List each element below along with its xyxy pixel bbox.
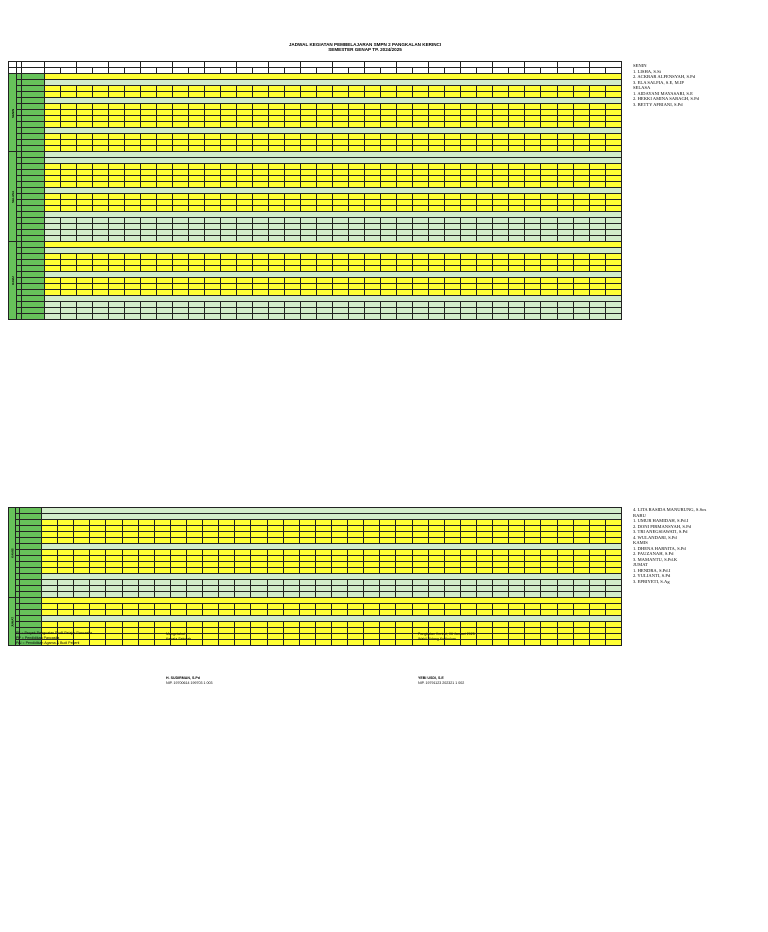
teacher-legend <box>633 63 768 107</box>
legend-entry: 1. UMUR HAMIDAH, S.Pd.I <box>633 518 689 523</box>
teacher-code-cell <box>253 314 269 320</box>
subject-cell <box>109 314 125 320</box>
teacher-legend-bottom <box>633 507 768 584</box>
teacher-code-cell <box>349 314 365 320</box>
subject-cell <box>525 314 541 320</box>
sign-left-label: Mengetahui <box>166 632 185 636</box>
subject-cell <box>106 640 122 646</box>
subject-cell <box>173 314 189 320</box>
note-3: PAI = Pendidikan Agama & Budi Pekerti <box>16 641 80 645</box>
teacher-code-cell <box>189 314 205 320</box>
subject-cell <box>77 314 93 320</box>
legend-entry: 2. FAUZANAH, S.Pd <box>633 551 674 556</box>
teacher-code-cell <box>573 314 589 320</box>
note-2: PP = Pendidikan Pancasila <box>16 636 60 640</box>
signature-right-heading <box>418 632 475 642</box>
teacher-code-cell <box>315 640 331 646</box>
teacher-code-cell <box>477 314 493 320</box>
teacher-code-cell <box>122 640 138 646</box>
legend-entry: 1. LISHA, S.Si <box>633 68 661 74</box>
subject-cell <box>203 640 219 646</box>
subject-cell <box>45 314 61 320</box>
day-label: SENIN <box>9 74 17 152</box>
subject-cell <box>237 314 253 320</box>
sign-left-id: NIP. 19700614 199703 1 003 <box>166 681 213 685</box>
sign-right-place: Pangkalan Kerinci, 06 Januari 2025 <box>418 632 475 636</box>
subject-cell <box>429 314 445 320</box>
subject-cell <box>525 640 541 646</box>
legend-entry: 3. MAMANTU, S.Pd.K <box>633 556 678 562</box>
sign-left-person: H. SUDIRMAN, S.Pd <box>166 676 200 680</box>
teacher-code-cell <box>317 314 333 320</box>
title-line-1: JADWAL KEGIATAN PEMBELAJARAN SMPN 2 PANGKALAN KERINCI <box>288 42 442 47</box>
footer-notes <box>16 631 92 646</box>
signature-right-name <box>418 676 464 686</box>
teacher-code-cell <box>605 314 621 320</box>
teacher-code-cell <box>251 640 267 646</box>
table-row <box>9 640 622 646</box>
subject-cell <box>589 314 605 320</box>
sign-left-role: Kepala Sekolah <box>166 637 192 641</box>
subject-cell <box>364 640 380 646</box>
timetable-grid-bottom <box>8 507 622 646</box>
timetable-grid-top <box>8 61 622 320</box>
subject-cell <box>205 314 221 320</box>
subject-cell <box>301 314 317 320</box>
legend-entry: 3. EPRIYETI, S.Ag <box>633 578 670 584</box>
legend-entry: 1. DHENA HARNITA, S.Pd <box>633 545 686 551</box>
legend-entry: 2. HEKKI AMINA SABAGH, S.Pd <box>633 96 699 101</box>
title-line-2: SEMESTER GENAP TP. 2024/2025 <box>328 47 402 53</box>
note-1: P5 = Proyek Penguatan Profil Pelajar Pancasila <box>16 631 93 635</box>
subject-cell <box>557 314 573 320</box>
subject-cell <box>267 640 283 646</box>
teacher-code-cell <box>381 314 397 320</box>
teacher-code-cell <box>476 640 492 646</box>
legend-entry: KAMIS <box>633 540 648 545</box>
day-label: SELASA <box>9 152 17 242</box>
legend-entry: SENIN <box>633 63 647 68</box>
teacher-code-cell <box>509 640 525 646</box>
sign-right-role: Wakil Bidang Kurikulum <box>418 637 456 641</box>
teacher-code-cell <box>285 314 301 320</box>
subject-cell <box>333 314 349 320</box>
subject-cell <box>589 640 605 646</box>
teacher-code-cell <box>509 314 525 320</box>
legend-entry: 4. LITA RASIDA MANURUNG, S.Sos <box>633 507 707 512</box>
sign-right-person: YEBI USDI, S.E <box>418 676 444 680</box>
legend-entry: SELASA <box>633 85 651 90</box>
signature-left-heading <box>166 632 191 642</box>
teacher-code-cell <box>221 314 237 320</box>
subject-cell <box>493 640 509 646</box>
legend-entry: 3. BETTY AFRIANI, S.Pd <box>633 101 683 107</box>
subject-cell <box>299 640 315 646</box>
teacher-code-cell <box>90 640 106 646</box>
teacher-code-cell <box>93 314 109 320</box>
legend-entry: 3. ELA SALFIA, S.E, M.IP <box>633 79 684 85</box>
day-label: RABU <box>9 242 17 320</box>
legend-entry: RABU <box>633 512 646 518</box>
subject-cell <box>493 314 509 320</box>
teacher-code-cell <box>348 640 364 646</box>
teacher-code-cell <box>541 640 557 646</box>
legend-entry: JUMAT <box>633 562 648 567</box>
time-cell <box>22 314 45 320</box>
table-row <box>9 314 622 320</box>
teacher-code-cell <box>573 640 589 646</box>
sign-right-id: NIP. 19791123 202321 1 002 <box>418 681 465 685</box>
subject-cell <box>269 314 285 320</box>
teacher-code-cell <box>605 640 621 646</box>
document-title <box>200 42 530 53</box>
legend-entry: 4. WULANDARI, S.Pd <box>633 534 677 540</box>
legend-entry: 2. DONI PIRMANSYAH, S.Pd <box>633 523 691 529</box>
teacher-code-cell <box>413 314 429 320</box>
teacher-code-cell <box>380 640 396 646</box>
subject-cell <box>331 640 347 646</box>
legend-entry: 2. YULIANTI, S.Pd <box>633 573 671 578</box>
subject-cell <box>138 640 154 646</box>
teacher-code-cell <box>541 314 557 320</box>
subject-cell <box>396 640 412 646</box>
subject-cell <box>365 314 381 320</box>
teacher-code-cell <box>445 314 461 320</box>
teacher-code-cell <box>125 314 141 320</box>
subject-cell <box>461 314 477 320</box>
subject-cell <box>235 640 251 646</box>
signature-left-name <box>166 676 213 686</box>
day-label: KAMIS <box>9 508 16 598</box>
legend-entry: 3. TRI ANEGSIAWATI, S.Pd <box>633 529 688 534</box>
teacher-code-cell <box>61 314 77 320</box>
legend-entry: 2. ACKBAR ALFENSYAH, S.Pd <box>633 74 696 79</box>
teacher-code-cell <box>157 314 173 320</box>
subject-cell <box>141 314 157 320</box>
day-label: JUMAT <box>9 598 16 646</box>
subject-cell <box>557 640 573 646</box>
subject-cell <box>397 314 413 320</box>
legend-entry: 1. HENDRA, S.Pd.I <box>633 567 671 573</box>
legend-entry: 1. AIDAYANI MAYASARI, S.E <box>633 90 693 96</box>
teacher-code-cell <box>219 640 235 646</box>
teacher-code-cell <box>283 640 299 646</box>
